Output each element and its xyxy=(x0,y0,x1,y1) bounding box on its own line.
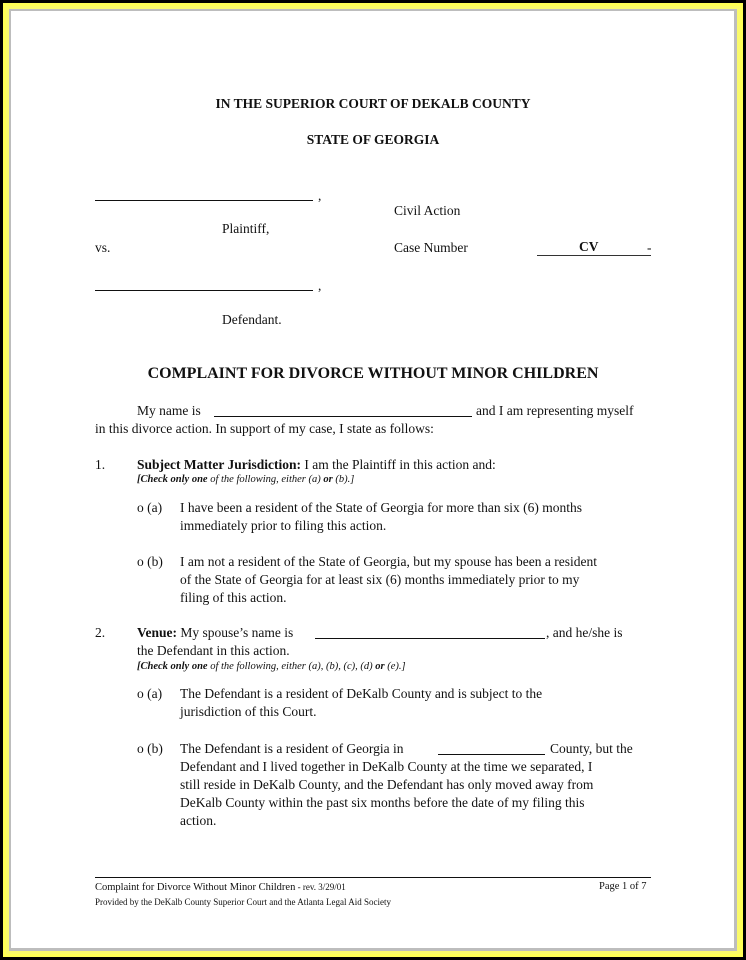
section-2-option-b-text: The Defendant is a resident of Georgia in Defendant and I lived together in DeKalb County at the time we separated, I still reside in DeKalb County, and the Defendant has only moved away from DeKalb County within the past six months before the date of my filing this action. xyxy=(180,741,594,828)
plaintiff-label: Plaintiff, xyxy=(222,221,270,236)
section-2-heading-line xyxy=(137,624,293,642)
footer-divider xyxy=(95,877,651,878)
footer-provided-by: Provided by the DeKalb County Superior Court and the Atlanta Legal Aid Society xyxy=(95,897,391,907)
section-2-text: My spouse’s name is xyxy=(177,625,294,640)
case-prefix: CV xyxy=(579,239,599,254)
section-2-text-end: , and he/she is xyxy=(546,625,623,640)
intro-line-1-end: and I am representing myself xyxy=(476,403,634,418)
section-1-option-a-text: I have been a resident of the State of Georgia for more than six (6) months immediately prior to filing this action. xyxy=(180,500,583,533)
section-2-heading: Venue: xyxy=(137,625,178,640)
footer-page-number: Page 1 of 7 xyxy=(599,881,647,892)
section-1-heading: Subject Matter Jurisdiction: xyxy=(137,457,301,472)
section-2-number: 2. xyxy=(95,625,106,640)
section-1-text: I am the Plaintiff in this action and: xyxy=(300,457,496,472)
plaintiff-comma: , xyxy=(318,188,322,203)
section-2-option-a-checkbox[interactable]: o (a) xyxy=(137,686,163,701)
footer-form-title: Complaint for Divorce Without Minor Children - rev. 3/29/01 xyxy=(95,882,346,893)
section-2-note: [Check only one of the following, either (a), (b), (c), (d) or (e).] xyxy=(137,661,406,672)
county-name-line[interactable] xyxy=(438,754,545,755)
spouse-name-line[interactable] xyxy=(315,638,545,639)
court-heading: IN THE SUPERIOR COURT OF DEKALB COUNTY xyxy=(215,96,531,111)
case-number-line[interactable] xyxy=(537,255,651,256)
case-number-label: Case Number xyxy=(394,240,468,255)
section-1-option-a-checkbox[interactable]: o (a) xyxy=(137,500,163,515)
document-page xyxy=(9,9,737,951)
section-2-text-line-2: the Defendant in this action. xyxy=(137,643,290,658)
plaintiff-name-line[interactable] xyxy=(95,200,313,201)
section-2-option-b-checkbox[interactable]: o (b) xyxy=(137,741,163,756)
civil-action-label: Civil Action xyxy=(394,203,461,218)
intro-start: My name is xyxy=(137,403,201,418)
section-1-heading-line xyxy=(137,456,496,474)
section-1-option-b-checkbox[interactable]: o (b) xyxy=(137,554,163,569)
versus-label: vs. xyxy=(95,240,111,255)
defendant-name-line[interactable] xyxy=(95,290,313,291)
section-1-option-b-text: I am not a resident of the State of Georgia, but my spouse has been a resident of the State of Georgia for at least six (6) months immediately prior to my filing of this action. xyxy=(180,554,598,605)
my-name-line[interactable] xyxy=(214,416,472,417)
defendant-comma: , xyxy=(318,278,322,293)
section-2-option-b-line1-end: County, but the xyxy=(550,741,633,756)
document-title: COMPLAINT FOR DIVORCE WITHOUT MINOR CHILDREN xyxy=(147,365,599,382)
section-1-number: 1. xyxy=(95,457,106,472)
intro-line-1 xyxy=(137,402,201,420)
defendant-label: Defendant. xyxy=(222,312,282,327)
state-heading: STATE OF GEORGIA xyxy=(306,132,440,147)
section-2-option-a-text: The Defendant is a resident of DeKalb County and is subject to the jurisdiction of this Court. xyxy=(180,686,543,719)
intro-line-2: in this divorce action. In support of my case, I state as follows: xyxy=(95,421,434,436)
case-dash: - xyxy=(647,240,652,255)
section-1-note: [Check only one of the following, either (a) or (b).] xyxy=(137,474,355,485)
